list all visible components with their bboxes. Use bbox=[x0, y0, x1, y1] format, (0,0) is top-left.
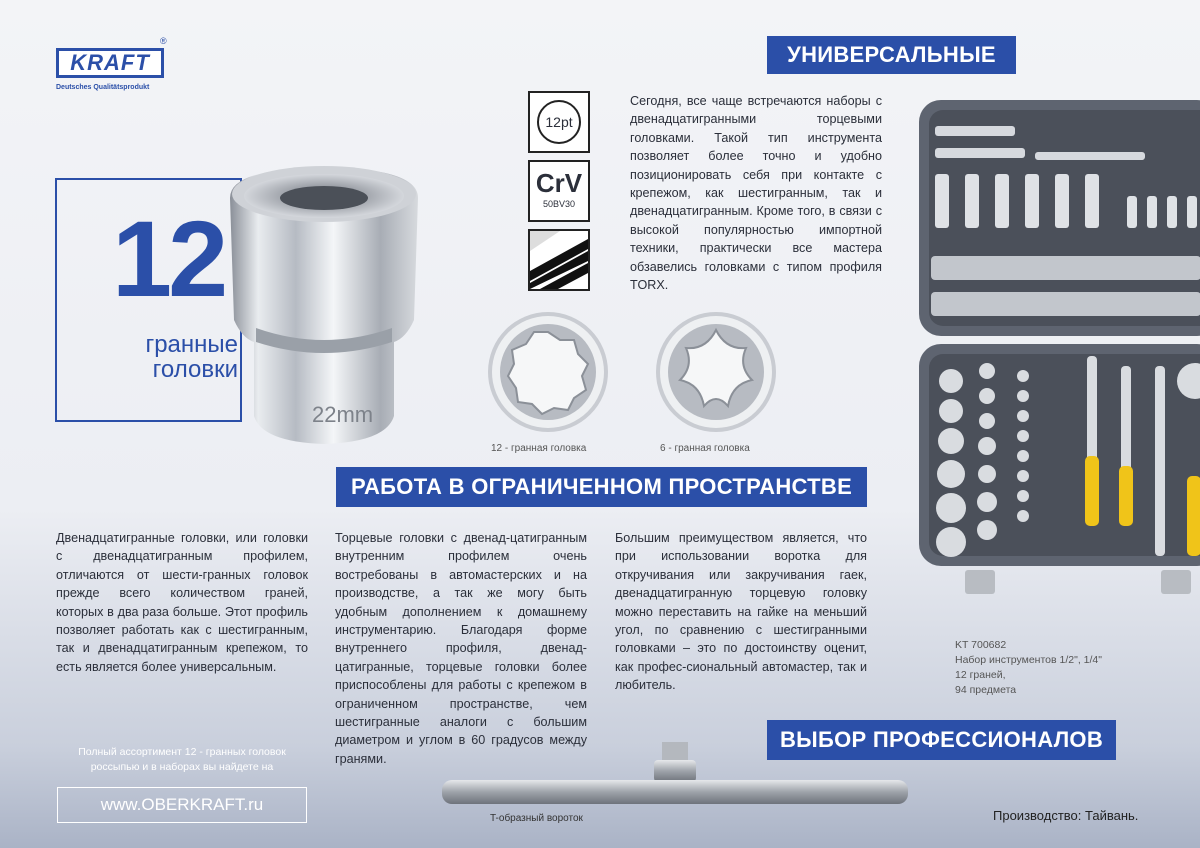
badge-crv-sublabel: 50BV30 bbox=[542, 199, 576, 209]
brand-tagline: Deutsches Qualitätsprodukt bbox=[56, 84, 150, 91]
socket-marking: 22mm bbox=[312, 402, 374, 427]
paragraph-column-3: Большим преимуществом является, что при использовании воротка для откручивания или закручивания гаек, двенадцатигранную торцевую головку можно переставить на гайке на меньший угол, по сравнению с шестигранными головками – это по достоинству оценит, как профес-сиональный автомастер, так и любитель. bbox=[615, 531, 867, 693]
badge-12pt bbox=[528, 91, 590, 153]
brand-logo bbox=[56, 38, 168, 82]
hero-subtitle-line2: головки bbox=[152, 356, 238, 384]
t-bar-wrench-photo bbox=[440, 742, 910, 810]
mirror-finish-icon bbox=[528, 229, 590, 291]
kit-faces: 12 граней, bbox=[955, 669, 1006, 681]
registered-mark: ® bbox=[160, 36, 167, 46]
paragraph-column-2: Торцевые головки с двенад-цатигранным внутренним профилем очень востребованы в автомастерских и на производстве, а так же могу быть удобным дополнением к домашнему инструментарию. Благодаря форме внутреннего профиля, двенад-цатигранные, торцевые головки более приспособлены для работы с крепежом в ограниченном пространстве, чем шестигранные аналоги с большим диаметром и углом в 60 градусов между гранями. bbox=[335, 531, 587, 766]
kit-count: 94 предмета bbox=[955, 684, 1017, 696]
assortment-note: Полный ассортимент 12 - гранных головок россыпью и в наборах вы найдете на bbox=[78, 746, 286, 773]
socket-6pt-icon bbox=[654, 310, 778, 434]
hero-subtitle bbox=[110, 332, 238, 382]
badge-12pt-label: 12pt bbox=[537, 100, 581, 144]
heading-professionals-choice: ВЫБОР ПРОФЕССИОНАЛОВ bbox=[767, 720, 1116, 760]
t-bar-caption: T-образный вороток bbox=[490, 813, 583, 824]
badge-crv bbox=[528, 160, 590, 222]
kit-code: KT 700682 bbox=[955, 639, 1007, 651]
socket-photo bbox=[226, 160, 422, 448]
made-in-label: Производство: Тайвань. bbox=[993, 808, 1139, 823]
website-link[interactable]: www.OBERKRAFT.ru bbox=[57, 787, 307, 823]
heading-universal: УНИВЕРСАЛЬНЫЕ bbox=[767, 36, 1016, 74]
hero-subtitle-line1: гранные bbox=[145, 331, 238, 358]
hero-number: 12 bbox=[112, 198, 225, 319]
badge-crv-label: CrV bbox=[535, 168, 583, 198]
kit-caption bbox=[955, 638, 1102, 698]
logo-text: KRAFT bbox=[56, 48, 164, 78]
kit-description: Набор инструментов 1/2", 1/4" bbox=[955, 654, 1102, 666]
caption-6pt-socket: 6 - гранная головка bbox=[660, 443, 750, 454]
heading-confined-space: РАБОТА В ОГРАНИЧЕННОМ ПРОСТРАНСТВЕ bbox=[336, 467, 867, 507]
intro-paragraph: Сегодня, все чаще встречаются наборы с двенадцатигранными торцевыми головками. Такой тип инструмента позволяет более точно и удобно позиционировать себя при контакте с крепежом, как шестигранным, так и двенадцатигранным. Кроме того, в связи с высокой популярностью импортной техники, практически все мастера обзавелись головками с типом профиля TORX. bbox=[630, 94, 882, 293]
caption-12pt-socket: 12 - гранная головка bbox=[491, 443, 587, 454]
toolkit-case-photo bbox=[915, 96, 1200, 626]
paragraph-column-1: Двенадцатигранные головки, или головки с двенадцатигранным профилем, отличаются от шести-гранных головок прежде всего количеством граней, которых в два раза больше. Этот профиль позволяет работать как с шестигранным, так и двенадцатигранным крепежом, то есть является более универсальным. bbox=[56, 531, 308, 674]
socket-12pt-icon bbox=[486, 310, 610, 434]
